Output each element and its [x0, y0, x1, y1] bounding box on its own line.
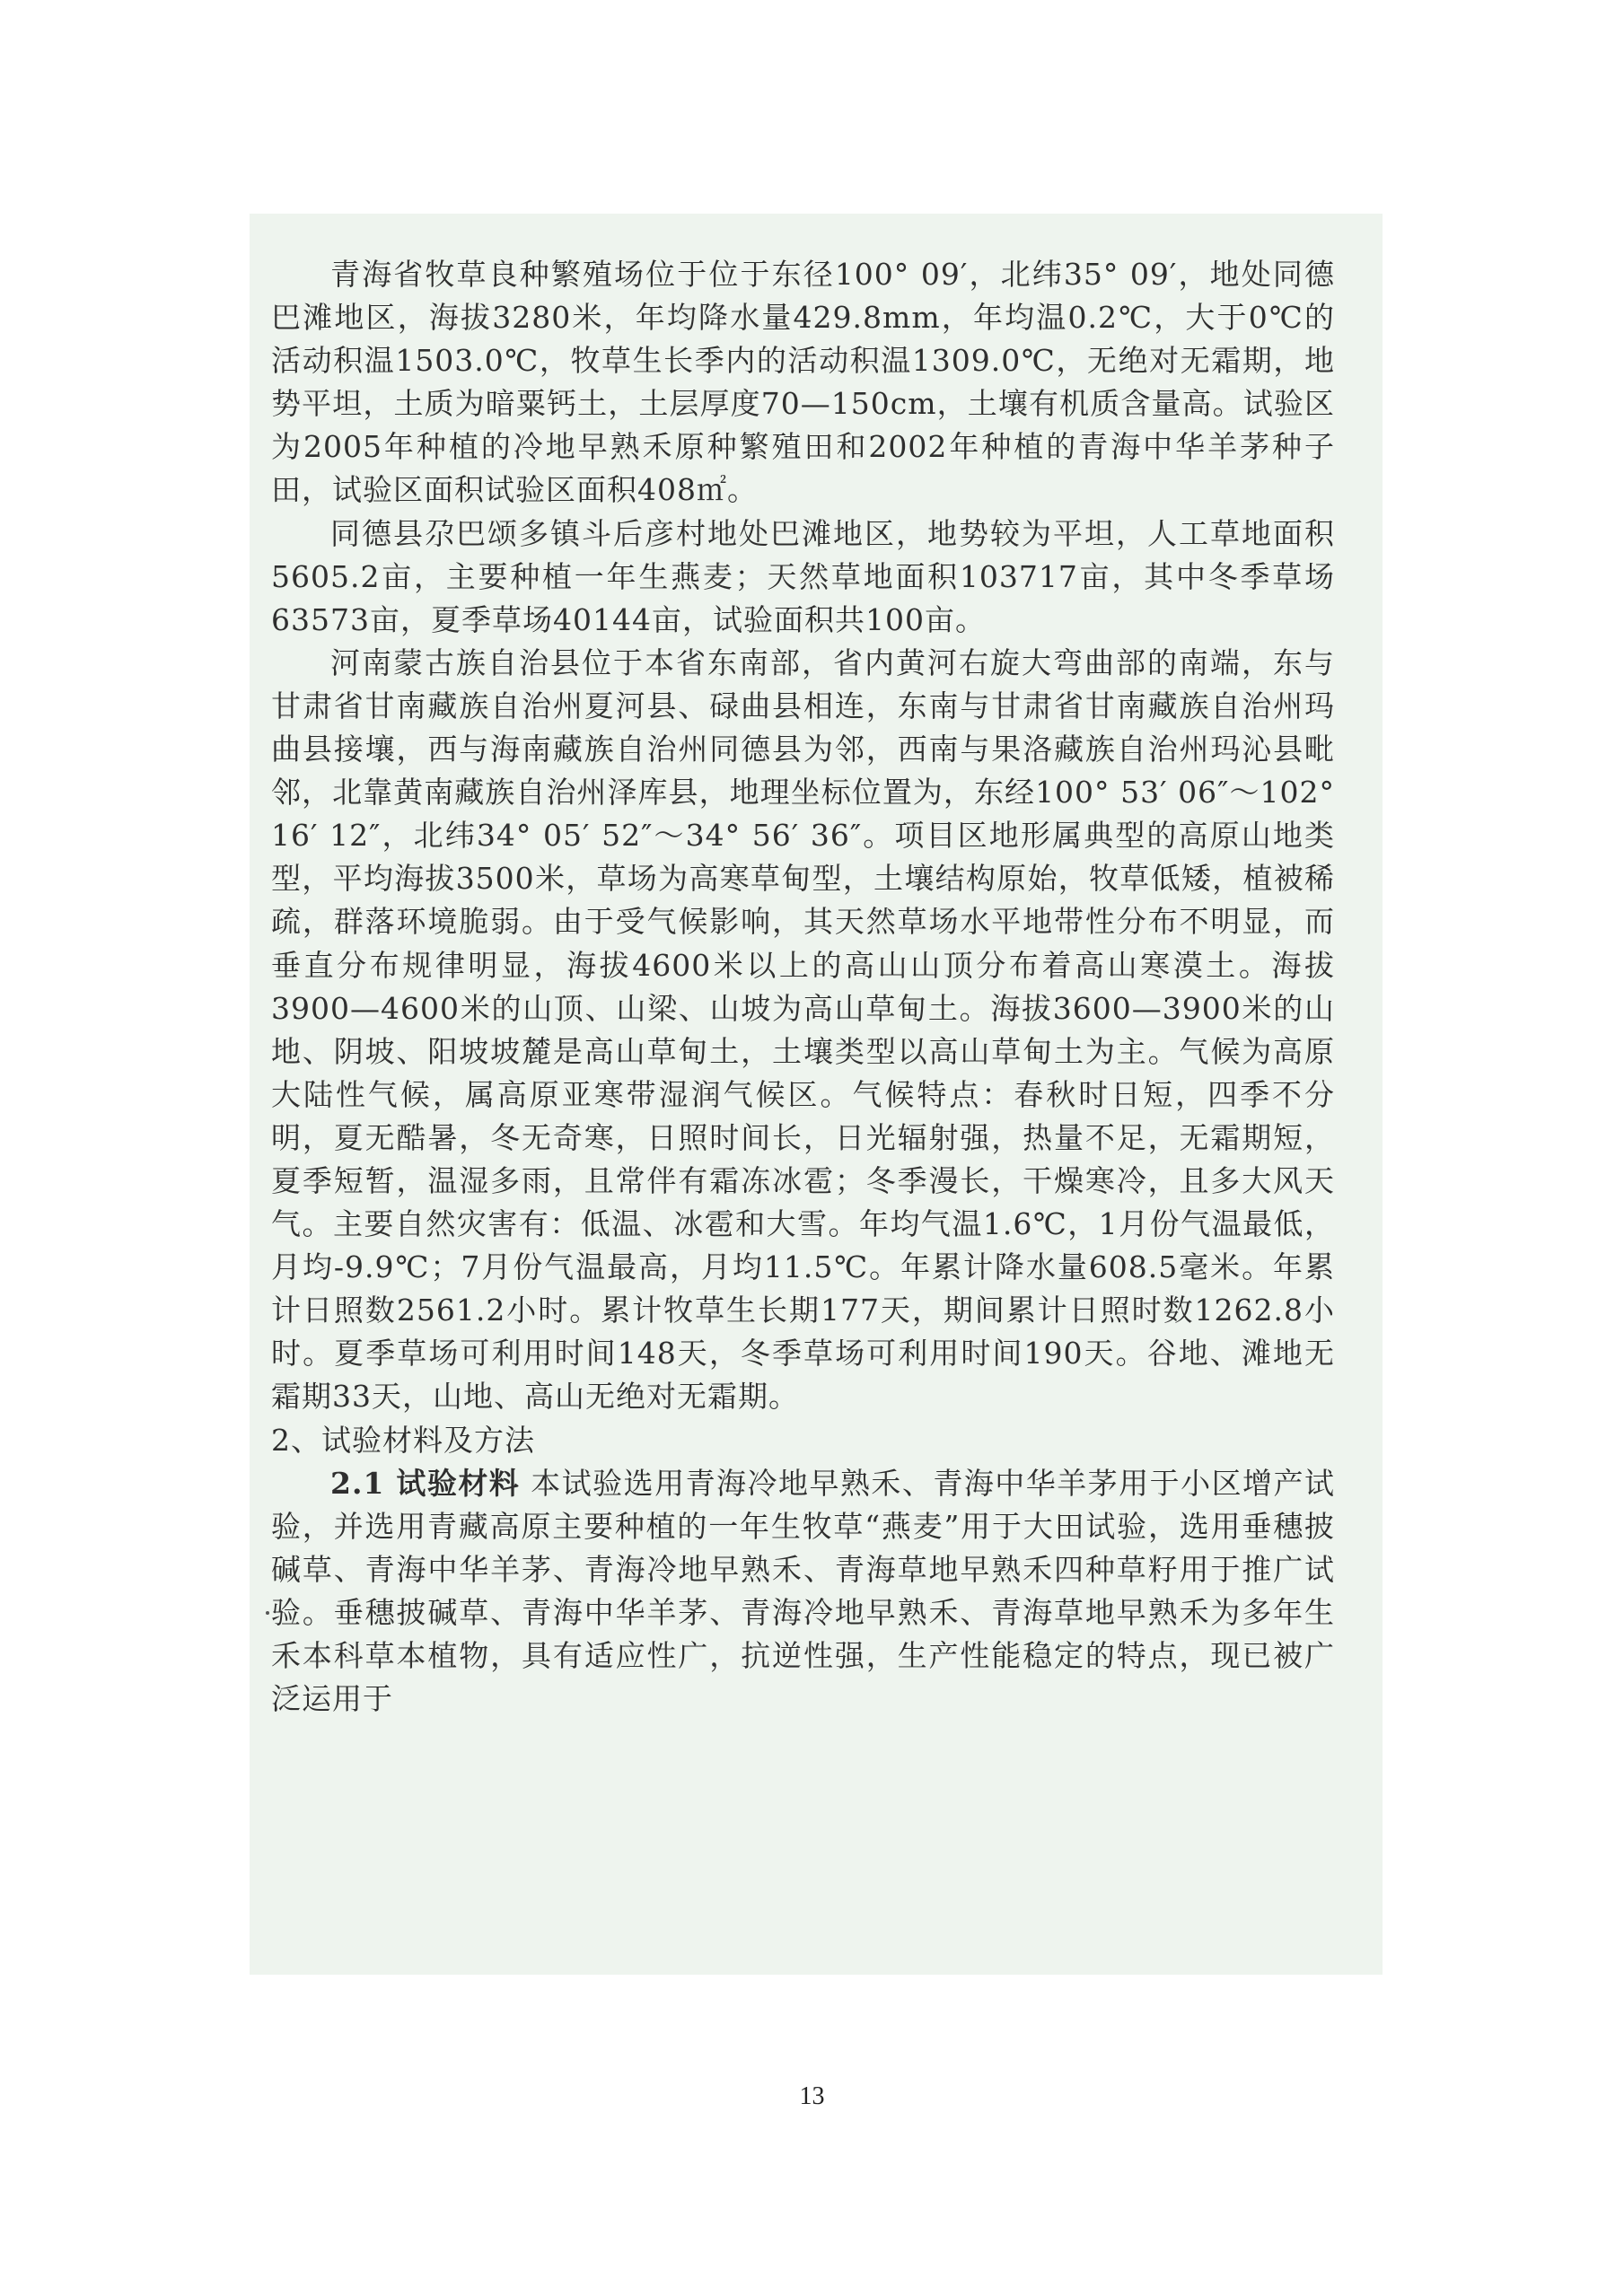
page-number: 13 [799, 2082, 825, 2110]
paragraph-materials [271, 1462, 1335, 1722]
subsection-heading: 2.1 试验材料 [330, 1465, 521, 1501]
paragraph-henan-county: 河南蒙古族自治县位于本省东南部，省内黄河右旋大弯曲部的南端，东与甘肃省甘南藏族自治州夏河县、碌曲县相连，东南与甘肃省甘南藏族自治州玛曲县接壤，西与海南藏族自治州同德县为邻，西南与果洛藏族自治州玛沁县毗邻，北靠黄南藏族自治州泽库县，地理坐标位置为，东经100° 53′ 06″～102° 16′ 12″，北纬34° 05′ 52″～34° 56′ 36″。项目区地形属典型的高原山地类型，平均海拔3500米，草场为高寒草甸型，土壤结构原始，牧草低矮，植被稀疏，群落环境脆弱。由于受气候影响，其天然草场水平地带性分布不明显，而垂直分布规律明显，海拔4600米以上的高山山顶分布着高山寒漠土。海拔3900—4600米的山顶、山梁、山坡为高山草甸土。海拔3600—3900米的山地、阴坡、阳坡坡麓是高山草甸土，土壤类型以高山草甸土为主。气候为高原大陆性气候，属高原亚寒带湿润气候区。气候特点：春秋时日短，四季不分明，夏无酷暑，冬无奇寒，日照时间长，日光辐射强，热量不足，无霜期短，夏季短暂，温湿多雨，且常伴有霜冻冰雹；冬季漫长，干燥寒冷，且多大风天气。主要自然灾害有：低温、冰雹和大雪。年均气温1.6℃，1月份气温最低，月均-9.9℃；7月份气温最高，月均11.5℃。年累计降水量608.5毫米。年累计日照数2561.2小时。累计牧草生长期177天，期间累计日照时数1262.8小时。夏季草场可利用时间148天，冬季草场可利用时间190天。谷地、滩地无霜期33天，山地、高山无绝对无霜期。 [271, 644, 1335, 1415]
subsection-text: 本试验选用青海冷地早熟禾、青海中华羊茅用于小区增产试验，并选用青藏高原主要种植的一年生牧草“燕麦”用于大田试验，选用垂穗披碱草、青海中华羊茅、青海冷地早熟禾、青海草地早熟禾四种草籽用于推广试验。垂穗披碱草、青海中华羊茅、青海冷地早熟禾、青海草地早熟禾为多年生禾本科草本植物，具有适应性广，抗逆性强，生产性能稳定的特点，现已被广泛运用于 [271, 1465, 1336, 1717]
document-body [271, 253, 1335, 1721]
paragraph-tongde-county: 同德县尕巴颂多镇斗后彦村地处巴滩地区，地势较为平坦，人工草地面积5605.2亩，主要种植一年生燕麦；天然草地面积103717亩，其中冬季草场63573亩，夏季草场40144亩，试验面积共100亩。 [271, 515, 1335, 637]
section-heading: 2、试验材料及方法 [271, 1422, 535, 1458]
scan-speck [266, 1611, 269, 1615]
paragraph-breeding-farm: 青海省牧草良种繁殖场位于位于东径100° 09′，北纬35° 09′，地处同德巴滩地区，海拔3280米，年均降水量429.8mm，年均温0.2℃，大于0℃的活动积温1503.0℃，牧草生长季内的活动积温1309.0℃，无绝对无霜期，地势平坦，土质为暗粟钙土，土层厚度70—150cm，土壤有机质含量高。试验区为2005年种植的冷地早熟禾原种繁殖田和2002年种植的青海中华羊茅种子田，试验区面积试验区面积408㎡。 [271, 257, 1335, 508]
